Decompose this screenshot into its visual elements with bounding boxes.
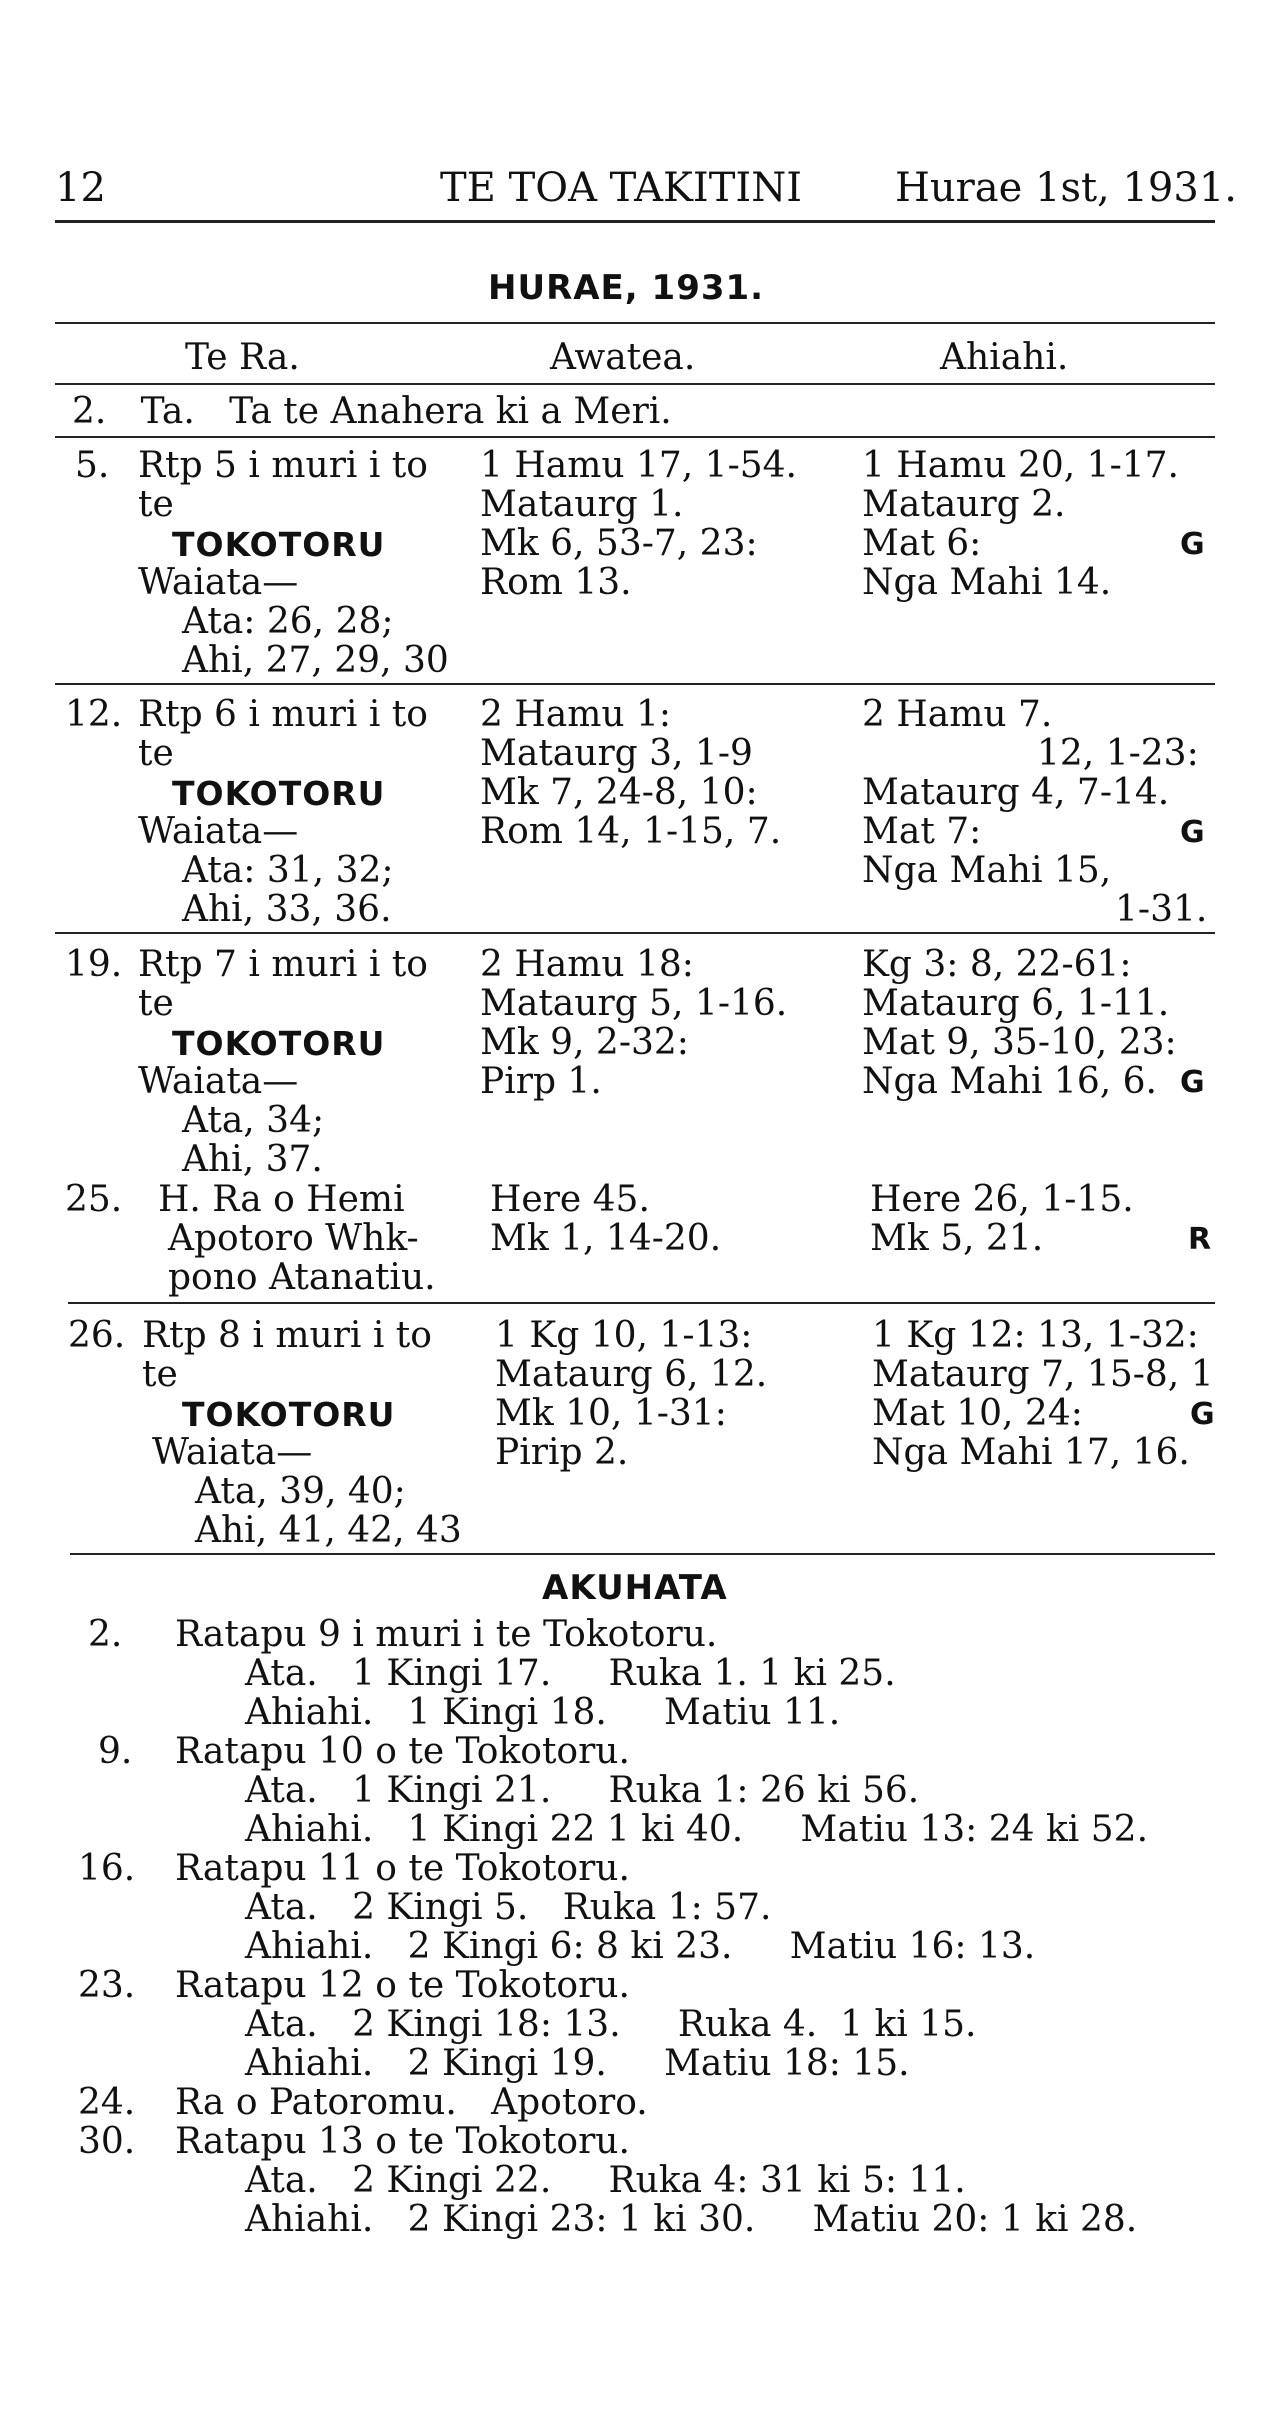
feast-line: 2. Ta. Ta te Anahera ki a Meri. bbox=[72, 391, 672, 432]
akuhata-line: Ratapu 10 o te Tokotoru. bbox=[175, 1731, 630, 1772]
page-number: 12 bbox=[55, 165, 106, 211]
entry-bold-heading: TOKOTORU bbox=[172, 774, 386, 813]
morning-reading: Mk 10, 1-31: bbox=[495, 1393, 727, 1434]
morning-reading: Pirp 1. bbox=[480, 1061, 602, 1102]
entry-description: Ahi, 37. bbox=[182, 1139, 323, 1180]
evening-reading: Mataurg 7, 15-8, 1 bbox=[872, 1354, 1214, 1395]
entry-description: te bbox=[138, 484, 174, 525]
entry-description: Rtp 5 i muri i to bbox=[138, 445, 428, 486]
entry-day: 19. bbox=[65, 944, 123, 985]
morning-reading: 2 Hamu 1: bbox=[480, 694, 672, 735]
morning-reading: Mataurg 6, 12. bbox=[495, 1354, 768, 1395]
morning-reading: Mataurg 3, 1-9 bbox=[480, 733, 753, 774]
entry-description: Ata: 31, 32; bbox=[182, 850, 394, 891]
morning-reading: 1 Hamu 17, 1-54. bbox=[480, 445, 797, 486]
akuhata-title: AKUHATA bbox=[542, 1568, 728, 1608]
akuhata-day: 2. bbox=[88, 1614, 123, 1655]
evening-reading: 1 Hamu 20, 1-17. bbox=[862, 445, 1179, 486]
column-header-morning: Awatea. bbox=[550, 337, 696, 378]
evening-reading: Kg 3: 8, 22-61: bbox=[862, 944, 1132, 985]
akuhata-day: 30. bbox=[78, 2121, 136, 2162]
evening-reading: Mataurg 2. bbox=[862, 484, 1066, 525]
akuhata-line: Ata. 1 Kingi 17. Ruka 1. 1 ki 25. bbox=[245, 1653, 896, 1694]
entry-description: H. Ra o Hemi bbox=[158, 1179, 405, 1220]
column-header-day: Te Ra. bbox=[185, 337, 300, 378]
akuhata-line: Ratapu 13 o te Tokotoru. bbox=[175, 2121, 630, 2162]
entry-day: 26. bbox=[68, 1315, 126, 1356]
akuhata-line: Ratapu 11 o te Tokotoru. bbox=[175, 1848, 630, 1889]
publication-title: TE TOA TAKITINI bbox=[440, 165, 803, 211]
entry-description: Waiata— bbox=[152, 1432, 313, 1473]
entry-description: pono Atanatiu. bbox=[168, 1257, 436, 1298]
akuhata-line: Ra o Patoromu. Apotoro. bbox=[175, 2082, 648, 2123]
entry-description: Ahi, 33, 36. bbox=[182, 889, 392, 930]
akuhata-line: Ata. 2 Kingi 22. Ruka 4: 31 ki 5: 11. bbox=[245, 2160, 966, 2201]
column-header-evening: Ahiahi. bbox=[940, 337, 1069, 378]
evening-reading: Mataurg 4, 7-14. bbox=[862, 772, 1170, 813]
feast-rule bbox=[55, 436, 1215, 438]
morning-reading: 2 Hamu 18: bbox=[480, 944, 694, 985]
evening-reading: Mat 7: bbox=[862, 811, 982, 852]
evening-reading: Here 26, 1-15. bbox=[870, 1179, 1134, 1220]
entry-description: te bbox=[138, 983, 174, 1024]
column-header-rule bbox=[55, 383, 1215, 385]
akuhata-day: 9. bbox=[98, 1731, 133, 1772]
evening-reading: Mat 9, 35-10, 23: bbox=[862, 1022, 1177, 1063]
akuhata-line: Ahiahi. 2 Kingi 6: 8 ki 23. Matiu 16: 13. bbox=[245, 1926, 1036, 1967]
akuhata-line: Ata. 2 Kingi 5. Ruka 1: 57. bbox=[245, 1887, 772, 1928]
table-bottom-rule bbox=[70, 1553, 1215, 1555]
evening-reading: Nga Mahi 14. bbox=[862, 562, 1112, 603]
entry-day: 25. bbox=[65, 1179, 123, 1220]
akuhata-line: Ratapu 12 o te Tokotoru. bbox=[175, 1965, 630, 2006]
entry-description: Rtp 8 i muri i to bbox=[142, 1315, 432, 1356]
liturgical-color-mark: G bbox=[1190, 1397, 1215, 1432]
morning-reading: Rom 14, 1-15, 7. bbox=[480, 811, 782, 852]
entry-rule bbox=[55, 683, 1215, 685]
akuhata-line: Ahiahi. 2 Kingi 19. Matiu 18: 15. bbox=[245, 2043, 910, 2084]
entry-description: Ahi, 27, 29, 30 bbox=[182, 640, 449, 681]
entry-description: Ata, 39, 40; bbox=[195, 1471, 406, 1512]
entry-description: Apotoro Whk- bbox=[168, 1218, 419, 1259]
table-top-rule bbox=[55, 322, 1215, 324]
header-rule bbox=[55, 220, 1215, 223]
evening-reading: Mataurg 6, 1-11. bbox=[862, 983, 1170, 1024]
liturgical-color-mark: G bbox=[1180, 527, 1205, 562]
morning-reading: 1 Kg 10, 1-13: bbox=[495, 1315, 753, 1356]
akuhata-day: 23. bbox=[78, 1965, 136, 2006]
morning-reading: Mataurg 5, 1-16. bbox=[480, 983, 788, 1024]
liturgical-color-mark: R bbox=[1188, 1222, 1212, 1257]
entry-description: te bbox=[142, 1354, 178, 1395]
morning-reading: Mk 6, 53-7, 23: bbox=[480, 523, 758, 564]
evening-reading: Nga Mahi 15, bbox=[862, 850, 1112, 891]
evening-reading: Mat 6: bbox=[862, 523, 982, 564]
akuhata-line: Ahiahi. 1 Kingi 18. Matiu 11. bbox=[245, 1692, 841, 1733]
morning-reading: Mataurg 1. bbox=[480, 484, 684, 525]
entry-day: 5. bbox=[75, 445, 110, 486]
entry-description: Waiata— bbox=[138, 562, 299, 603]
issue-date: Hurae 1st, 1931. bbox=[895, 165, 1237, 211]
entry-rule bbox=[55, 932, 1215, 934]
entry-description: Rtp 7 i muri i to bbox=[138, 944, 428, 985]
entry-day: 12. bbox=[65, 694, 123, 735]
entry-description: Waiata— bbox=[138, 811, 299, 852]
akuhata-day: 16. bbox=[78, 1848, 136, 1889]
entry-bold-heading: TOKOTORU bbox=[172, 1024, 386, 1063]
entry-description: Waiata— bbox=[138, 1061, 299, 1102]
entry-description: te bbox=[138, 733, 174, 774]
morning-reading: Mk 1, 14-20. bbox=[490, 1218, 722, 1259]
entry-description: Ahi, 41, 42, 43 bbox=[195, 1510, 462, 1551]
akuhata-line: Ahiahi. 1 Kingi 22 1 ki 40. Matiu 13: 24 ki 52. bbox=[245, 1809, 1149, 1850]
evening-reading: Nga Mahi 16, 6. bbox=[862, 1061, 1157, 1102]
liturgical-color-mark: G bbox=[1180, 815, 1205, 850]
evening-reading: 2 Hamu 7. bbox=[862, 694, 1053, 735]
evening-reading: 1-31. bbox=[1115, 889, 1208, 930]
akuhata-line: Ata. 1 Kingi 21. Ruka 1: 26 ki 56. bbox=[245, 1770, 920, 1811]
entry-bold-heading: TOKOTORU bbox=[172, 525, 386, 564]
morning-reading: Mk 9, 2-32: bbox=[480, 1022, 689, 1063]
akuhata-line: Ratapu 9 i muri i te Tokotoru. bbox=[175, 1614, 718, 1655]
evening-reading: Nga Mahi 17, 16. bbox=[872, 1432, 1190, 1473]
entry-description: Ata: 26, 28; bbox=[182, 601, 394, 642]
morning-reading: Rom 13. bbox=[480, 562, 632, 603]
liturgical-color-mark: G bbox=[1180, 1065, 1205, 1100]
akuhata-day: 24. bbox=[78, 2082, 136, 2123]
akuhata-line: Ahiahi. 2 Kingi 23: 1 ki 30. Matiu 20: 1 ki 28. bbox=[245, 2199, 1138, 2240]
morning-reading: Here 45. bbox=[490, 1179, 650, 1220]
morning-reading: Pirip 2. bbox=[495, 1432, 629, 1473]
morning-reading: Mk 7, 24-8, 10: bbox=[480, 772, 758, 813]
entry-rule bbox=[68, 1302, 1215, 1304]
month-title: HURAE, 1931. bbox=[488, 268, 765, 308]
evening-reading: Mat 10, 24: bbox=[872, 1393, 1083, 1434]
evening-reading: 12, 1-23: bbox=[1037, 733, 1199, 774]
entry-bold-heading: TOKOTORU bbox=[182, 1395, 396, 1434]
evening-reading: Mk 5, 21. bbox=[870, 1218, 1044, 1259]
evening-reading: 1 Kg 12: 13, 1-32: bbox=[872, 1315, 1199, 1356]
akuhata-line: Ata. 2 Kingi 18: 13. Ruka 4. 1 ki 15. bbox=[245, 2004, 977, 2045]
entry-description: Ata, 34; bbox=[182, 1100, 325, 1141]
entry-description: Rtp 6 i muri i to bbox=[138, 694, 428, 735]
